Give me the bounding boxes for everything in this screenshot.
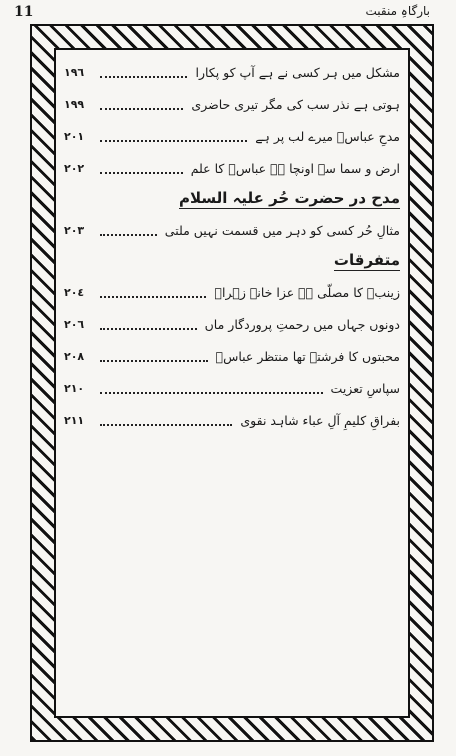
dot-leader: [100, 328, 197, 330]
dot-leader: [100, 172, 183, 174]
toc-entry[interactable]: [64, 372, 400, 404]
page-header: [0, 0, 456, 24]
dot-leader: [100, 360, 208, 362]
section-heading-text: متفرقات: [333, 251, 400, 269]
section-heading: [64, 246, 400, 276]
entry-page-number: ٢٠٨: [64, 349, 85, 363]
toc-entry[interactable]: [64, 214, 400, 246]
toc-entry[interactable]: [64, 120, 400, 152]
toc-entry[interactable]: [64, 404, 400, 436]
entry-title: ہوتی ہے نذر سب کی مگر تیری حاضری: [191, 96, 400, 112]
table-of-contents: [64, 56, 400, 436]
page-number: 11: [14, 4, 34, 20]
entry-title: مشکل میں ہر کسی نے ہے آپ کو پکارا: [195, 64, 400, 80]
entry-title: ارض و سما سے اونچا ہے عباسؑ کا علم: [190, 160, 400, 176]
entry-title: بفراقِ کلیمِ آلِ عباء شاہد نقوی: [240, 412, 400, 428]
entry-title: مثالِ حُر کسی کو دہر میں قسمت نہیں ملتی: [164, 222, 400, 238]
entry-page-number: ٢٠٤: [64, 285, 85, 299]
entry-page-number: ٢١٠: [64, 381, 85, 395]
dot-leader: [100, 424, 232, 426]
contents-panel: [54, 48, 410, 718]
entry-title: دونوں جہاں میں رحمتِ پروردگار ماں: [204, 316, 400, 332]
dot-leader: [100, 296, 206, 298]
entry-page-number: ٢٠٢: [64, 161, 85, 175]
running-title: بارگاہِ منقبت: [365, 4, 430, 18]
dot-leader: [100, 108, 183, 110]
toc-entry[interactable]: [64, 88, 400, 120]
decorative-border: [30, 24, 434, 742]
toc-entry[interactable]: [64, 308, 400, 340]
dot-leader: [100, 392, 323, 394]
section-heading-text: مدح در حضرت حُر علیہ السلام: [178, 189, 400, 207]
dot-leader: [100, 234, 157, 236]
entry-page-number: ٢١١: [64, 413, 85, 427]
entry-page-number: ٢٠١: [64, 129, 85, 143]
entry-page-number: ٢٠٦: [64, 317, 85, 331]
dot-leader: [100, 140, 247, 142]
toc-entry[interactable]: [64, 340, 400, 372]
entry-title: زینبؑ کا مصلّی ہے عزا خانۂ زہراؑ: [214, 284, 400, 300]
dot-leader: [100, 76, 187, 78]
section-heading: [64, 184, 400, 214]
toc-entry[interactable]: [64, 56, 400, 88]
entry-title: سپاسِ تعزیت: [330, 380, 400, 396]
toc-entry[interactable]: [64, 276, 400, 308]
entry-page-number: ١٩٦: [64, 65, 85, 79]
entry-page-number: ٢٠٣: [64, 223, 85, 237]
entry-page-number: ١٩٩: [64, 97, 85, 111]
entry-title: محبتوں کا فرشتہ تھا منتظر عباسؑ: [215, 348, 400, 364]
entry-title: مدحِ عباسؑ میرے لب پر ہے: [255, 128, 400, 144]
toc-entry[interactable]: [64, 152, 400, 184]
